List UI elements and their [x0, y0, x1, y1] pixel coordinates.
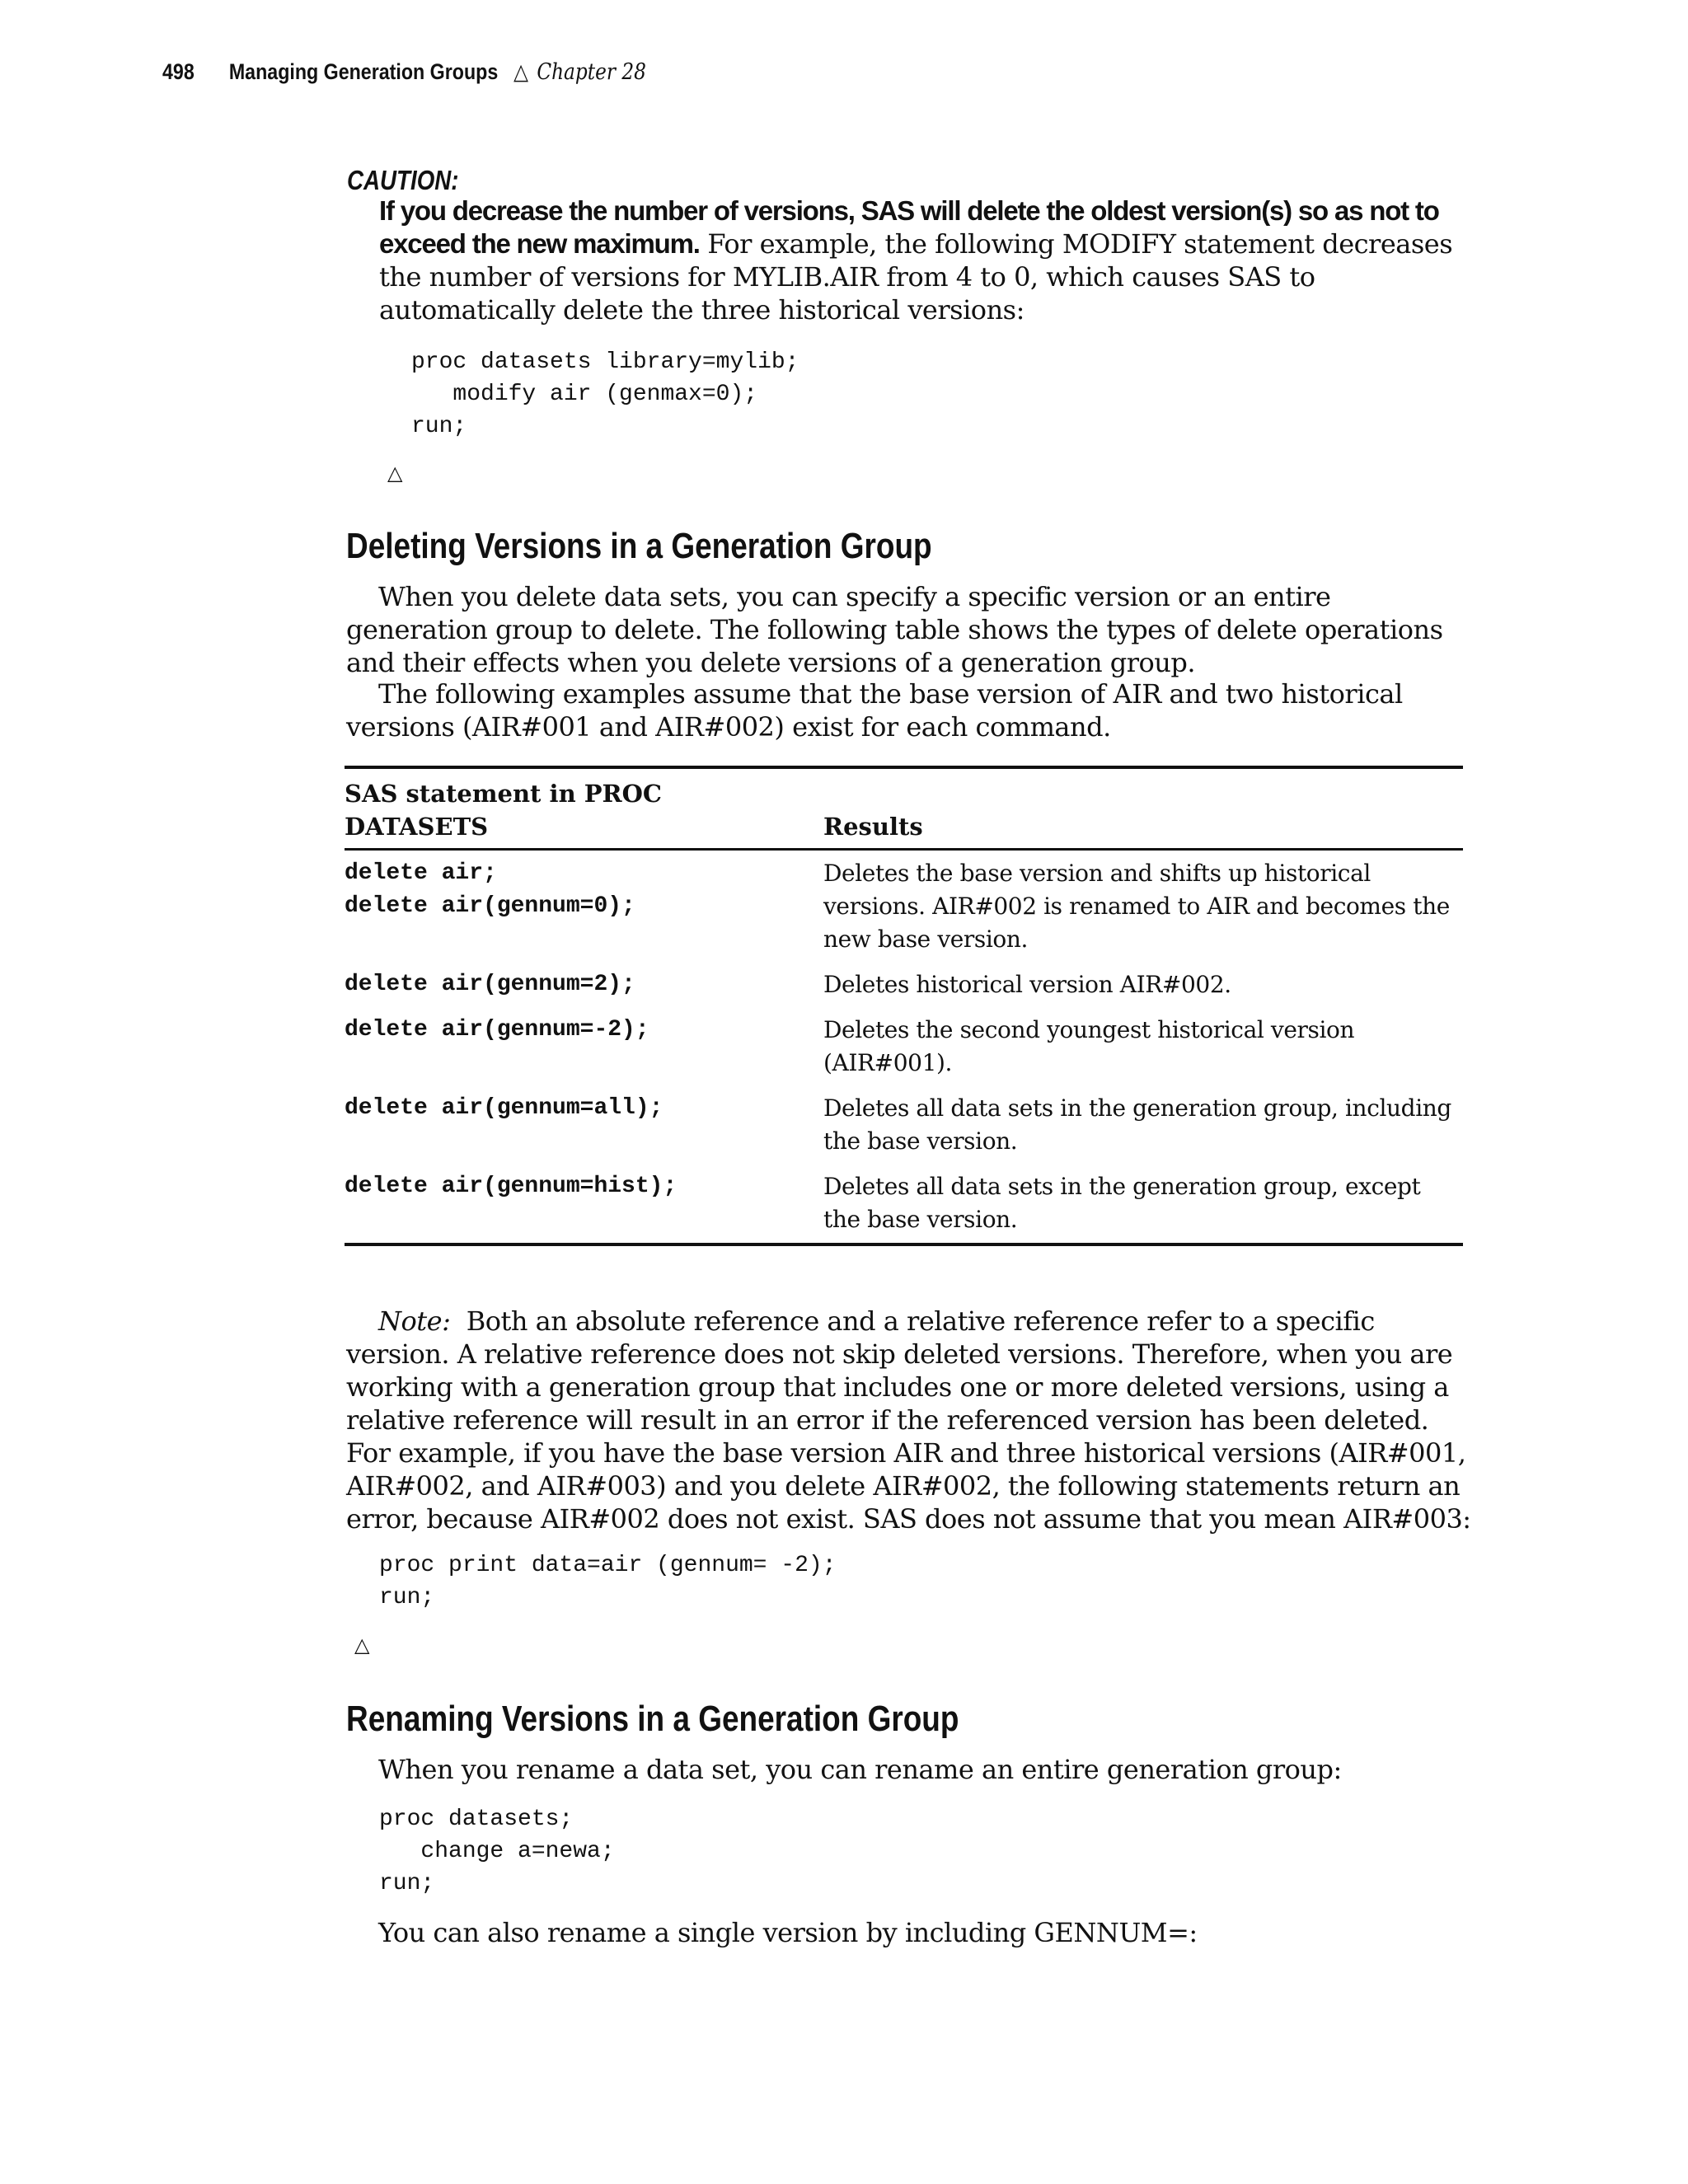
caution-end-triangle-icon: △ [387, 462, 403, 485]
renaming-paragraph-1: When you rename a data set, you can rename an entire generation group: [378, 1754, 1342, 1785]
table-cell-result: Deletes all data sets in the generation group, except the base version. [823, 1173, 1421, 1233]
section-title-deleting: Deleting Versions in a Generation Group [346, 526, 932, 566]
table-cell-result: Deletes the base version and shifts up historical versions. AIR#002 is renamed to AIR and becomes the new base version. [823, 860, 1450, 953]
chapter-label: Chapter 28 [537, 59, 646, 85]
note-code-block: proc print data=air (gennum= -2); run; [379, 1553, 837, 1610]
caution-paragraph [379, 194, 1467, 326]
table-header-results: Results [823, 767, 1463, 850]
table-row [345, 1080, 1463, 1158]
deleting-paragraph-2: The following examples assume that the base version of AIR and two historical versions (AIR#001 and AIR#002) exist for each command. [346, 678, 1403, 743]
table-row [345, 1001, 1463, 1080]
caution-bold-lead: If you decrease the number of versions, SAS will delete the oldest version(s) so as not to exceed the new maximum. [379, 195, 1439, 259]
table-header-statement: SAS statement in PROC DATASETS [345, 767, 823, 850]
header-title: Managing Generation Groups [228, 59, 499, 84]
note-end-triangle-icon: △ [354, 1633, 370, 1657]
deleting-paragraph-1: When you delete data sets, you can specify a specific version or an entire generation group to delete. The following table shows the types of delete operations and their effects when you delete versions of a generation group. [346, 581, 1443, 678]
table-cell-statement [345, 850, 823, 957]
renaming-paragraph-2: You can also rename a single version by including GENNUM=: [378, 1917, 1198, 1948]
triangle-icon: △ [513, 59, 529, 85]
table-cell-statement: delete air(gennum=hist); [345, 1174, 678, 1199]
section-title-renaming: Renaming Versions in a Generation Group [346, 1699, 959, 1739]
renaming-code-block: proc datasets; change a=newa; run; [379, 1807, 615, 1896]
caution-label: CAUTION: [347, 165, 459, 195]
note-label: Note: [378, 1305, 451, 1337]
table-header-row [345, 767, 1463, 850]
caution-code-block: proc datasets library=mylib; modify air (genmax=0); run; [411, 349, 799, 439]
page-number: 498 [162, 59, 195, 84]
table-cell-statement: delete air(gennum=-2); [345, 1017, 649, 1043]
delete-operations-table [345, 766, 1463, 1246]
table-cell-statement: delete air(gennum=all); [345, 1095, 663, 1121]
note-text: Both an absolute reference and a relative reference refer to a specific version. A relative reference does not skip deleted versions. Therefore, when you are working with a generation group that includes one or more deleted versions, using a relative reference will result in an error if the referenced version has been deleted. For example, if you have the base version AIR and three historical versions (AIR#001, AIR#002, and AIR#003) and you delete AIR#002, the following statements return an error, because AIR#002 does not exist. SAS does not assume that you mean AIR#003: [346, 1305, 1471, 1535]
note-paragraph [346, 1305, 1474, 1535]
table-cell-result: Deletes historical version AIR#002. [823, 971, 1231, 998]
caution-text: For example, the following MODIFY statement decreases the number of versions for MYLIB.AIR from 4 to 0, which causes SAS to automatically delete the three historical versions: [379, 228, 1453, 326]
table-row [345, 850, 1463, 957]
statement-code: delete air; [345, 860, 497, 886]
table-row [345, 956, 1463, 1001]
running-header [162, 59, 646, 85]
table-cell-result: Deletes the second youngest historical version (AIR#001). [823, 1016, 1355, 1076]
table-cell-statement: delete air(gennum=2); [345, 972, 635, 997]
table-row [345, 1158, 1463, 1244]
table-cell-result: Deletes all data sets in the generation group, including the base version. [823, 1094, 1451, 1155]
statement-code: delete air(gennum=0); [345, 893, 635, 919]
